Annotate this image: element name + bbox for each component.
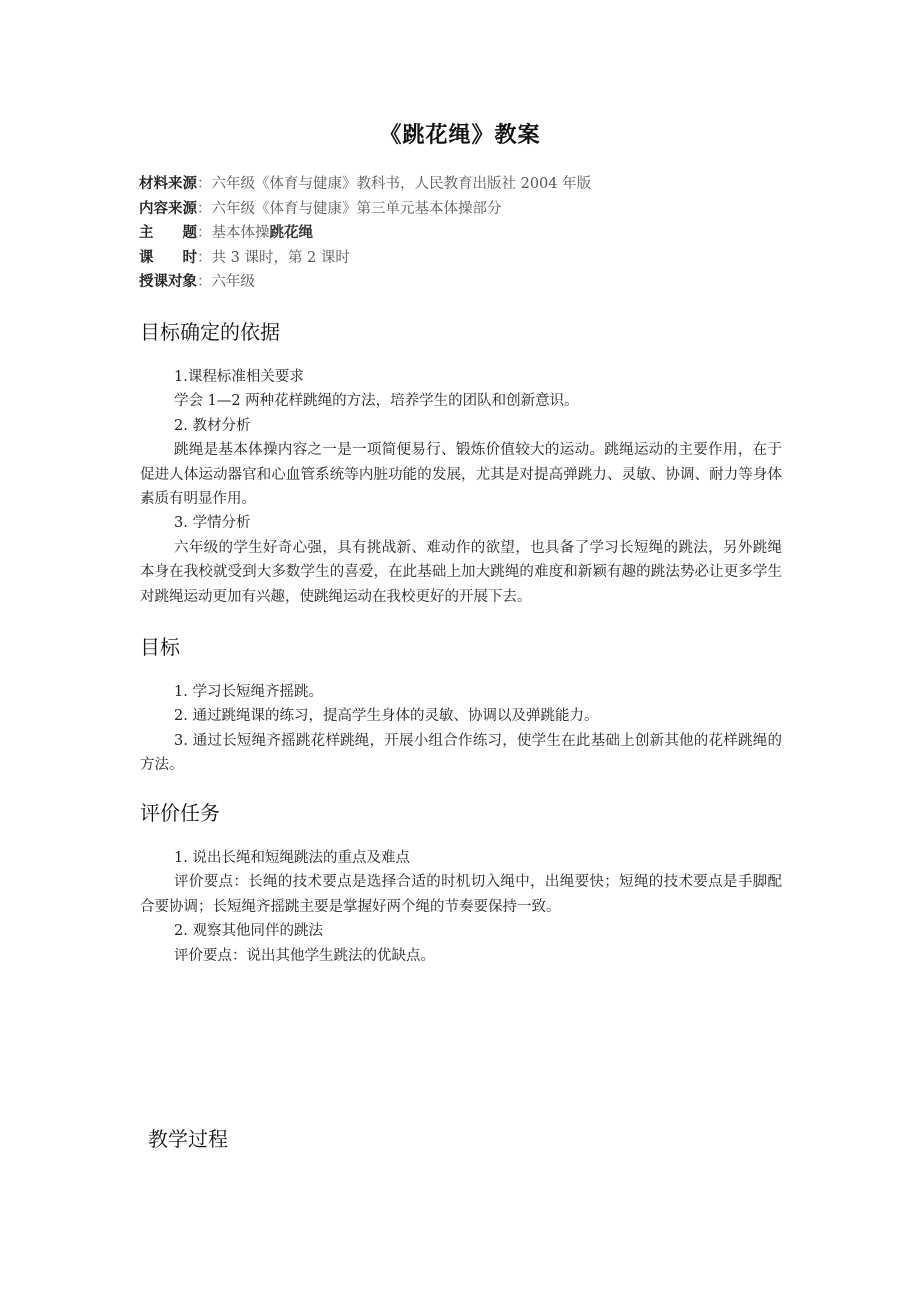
paragraph: 评价要点：说出其他学生跳法的优缺点。 [174, 947, 435, 964]
meta-key: 授课对象 [139, 274, 197, 290]
meta-value: 六年级《体育与健康》教科书，人民教育出版社 2004 年版 [211, 176, 592, 192]
meta-row-material-source: 材料来源：六年级《体育与健康》教科书，人民教育出版社 2004 年版 [139, 176, 592, 192]
section-heading-process: 教学过程 [148, 1127, 228, 1151]
paragraph: 1. 说出长绳和短绳跳法的重点及难点 [174, 850, 410, 866]
paragraph: 2. 通过跳绳课的练习，提高学生身体的灵敏、协调以及弹跳能力。 [174, 708, 599, 725]
meta-value: 六年级《体育与健康》第三单元基本体操部分 [211, 200, 502, 217]
section-heading-objectives: 目标 [140, 635, 180, 659]
paragraph: 评价要点：长绳的技术要点是选择合适的时机切入绳中，出绳要快；短绳的技术要点是手脚配合要协调；长短绳齐摇跳主要是掌握好两个绳的节奏要保持一致。 [140, 874, 782, 915]
paragraph: 2. 教材分析 [174, 417, 251, 434]
meta-row-content-source: 内容来源：六年级《体育与健康》第三单元基本体操部分 [139, 200, 502, 217]
paragraph: 1.课程标准相关要求 [174, 369, 304, 385]
section-body-evaluation [140, 846, 782, 968]
meta-value: 六年级 [211, 274, 255, 290]
paragraph: 跳绳是基本体操内容之一是一项简便易行、锻炼价值较大的运动。跳绳运动的主要作用，在于促进人体运动器官和心血管系统等内脏功能的发展，尤其是对提高弹跳力、灵敏、协调、耐力等身体素质有明显作用。 [140, 442, 782, 508]
section-body-objectives [140, 680, 782, 778]
meta-value: 共 3 课时，第 2 课时 [211, 249, 350, 266]
section-heading-basis: 目标确定的依据 [140, 320, 280, 344]
paragraph: 3. 学情分析 [174, 515, 251, 532]
meta-key: 主 题 [139, 225, 197, 241]
meta-row-lesson-hours: 课 时：共 3 课时，第 2 课时 [139, 249, 350, 266]
meta-key: 课 时 [139, 249, 197, 266]
paragraph: 学会 1—2 两种花样跳绳的方法，培养学生的团队和创新意识。 [174, 393, 579, 410]
section-body-basis [140, 365, 782, 609]
meta-block [139, 172, 839, 295]
meta-row-audience: 授课对象：六年级 [139, 274, 255, 290]
paragraph: 六年级的学生好奇心强，具有挑战新、难动作的欲望，也具备了学习长短绳的跳法，另外跳绳本身在我校就受到大多数学生的喜爱，在此基础上加大跳绳的难度和新颖有趣的跳法势必让更多学生对跳绳运动更加有兴趣，使跳绳运动在我校更好的开展下去。 [140, 539, 782, 605]
paragraph: 3. 通过长短绳齐摇跳花样跳绳，开展小组合作练习，使学生在此基础上创新其他的花样跳绳的方法。 [140, 732, 782, 774]
document-title: 《跳花绳》教案 [379, 123, 541, 148]
paragraph: 1. 学习长短绳齐摇跳。 [174, 684, 323, 700]
meta-value: 基本体操跳花绳 [211, 224, 313, 241]
paragraph: 2. 观察其他同伴的跳法 [174, 923, 323, 940]
meta-row-topic: 主 题：基本体操跳花绳 [139, 224, 313, 241]
section-heading-evaluation: 评价任务 [140, 801, 220, 825]
meta-key: 材料来源 [139, 176, 197, 192]
meta-key: 内容来源 [139, 200, 197, 217]
